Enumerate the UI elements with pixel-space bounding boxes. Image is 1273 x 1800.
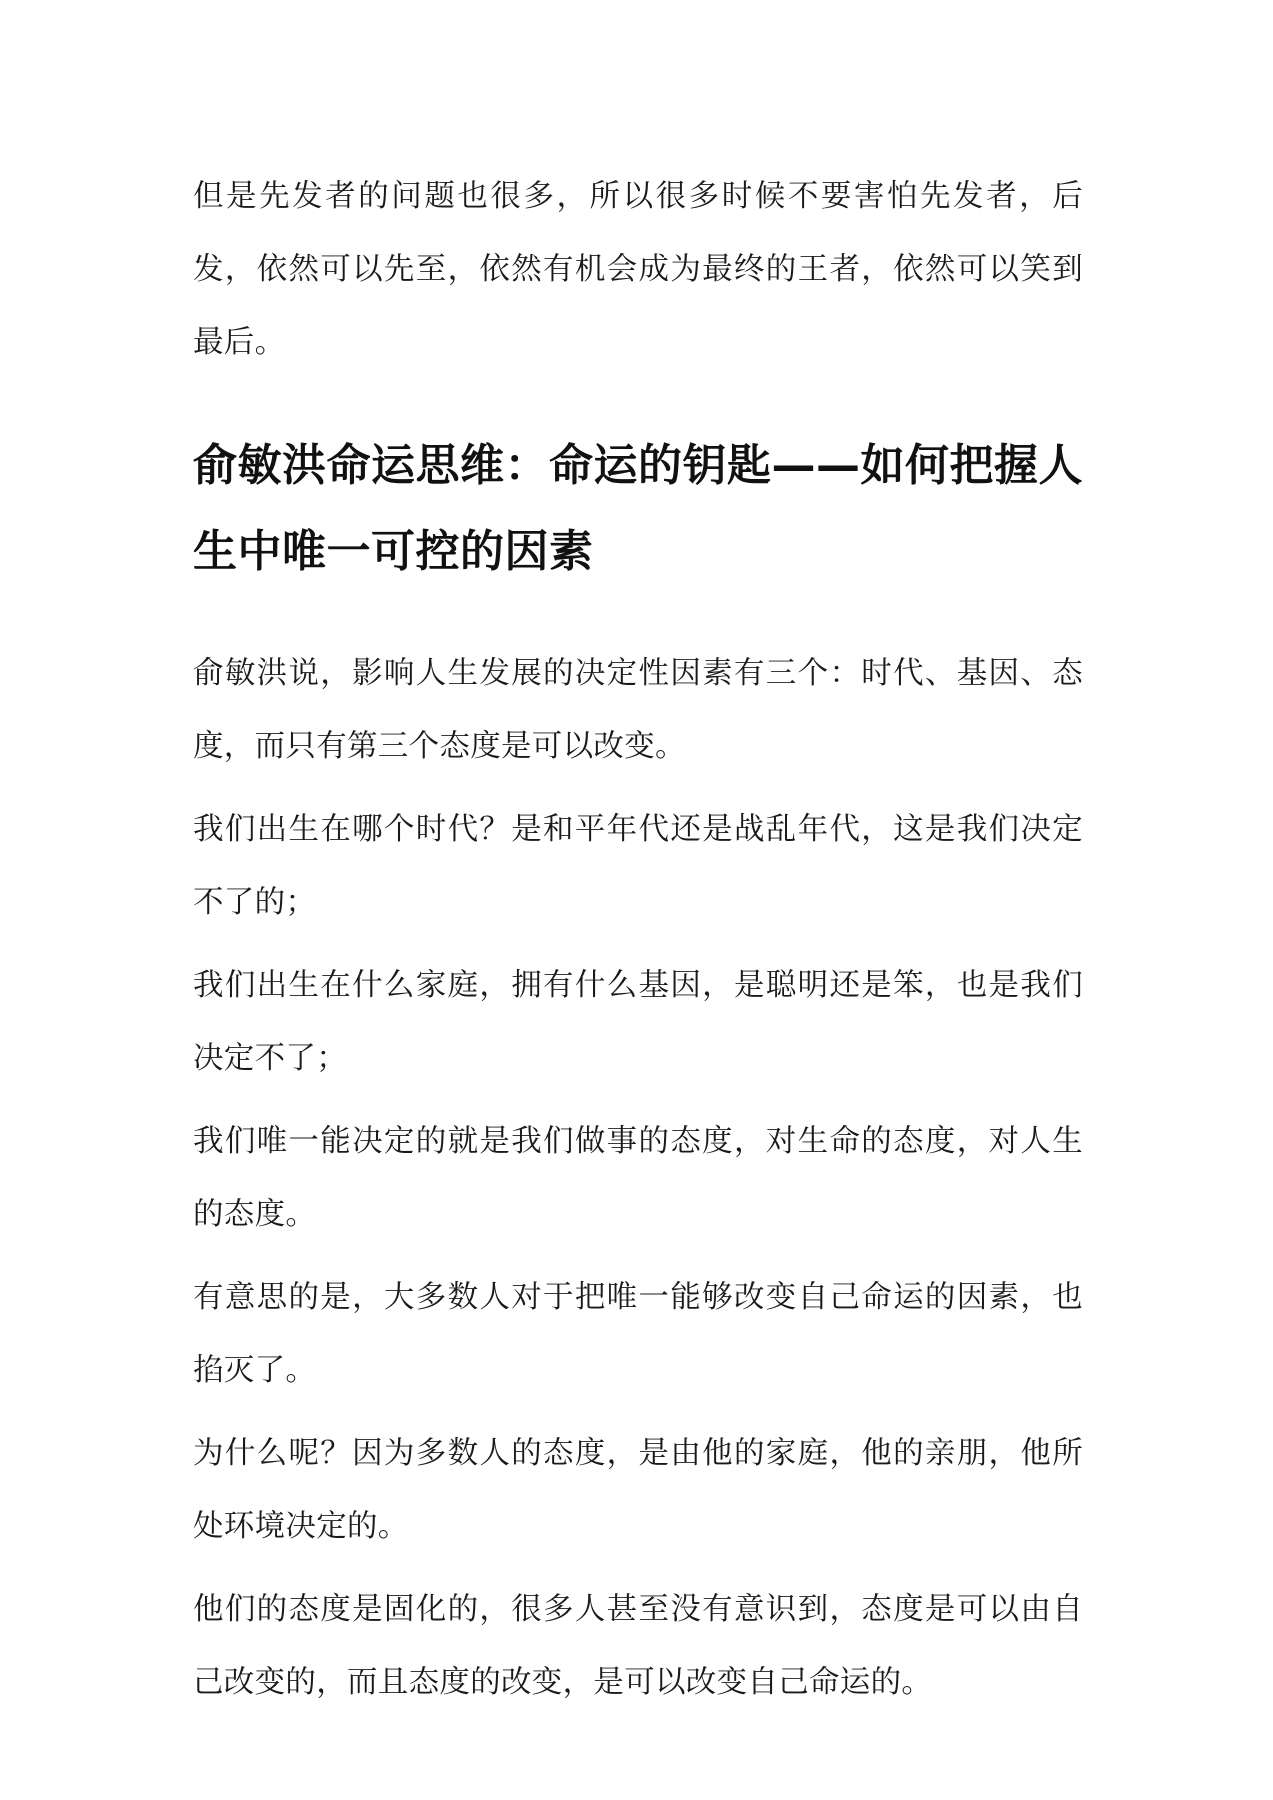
document-page [193, 160, 1083, 1729]
body-paragraph-1: 俞敏洪说，影响人生发展的决定性因素有三个：时代、基因、态度，而只有第三个态度是可以改变。 [193, 656, 1083, 764]
body-paragraph-6: 为什么呢？因为多数人的态度，是由他的家庭，他的亲朋，他所处环境决定的。 [193, 1436, 1083, 1544]
body-paragraph-2: 我们出生在哪个时代？是和平年代还是战乱年代，这是我们决定不了的； [193, 812, 1083, 920]
body-paragraph-4: 我们唯一能决定的就是我们做事的态度，对生命的态度，对人生的态度。 [193, 1124, 1083, 1232]
intro-paragraph: 但是先发者的问题也很多，所以很多时候不要害怕先发者，后发，依然可以先至，依然有机会成为最终的王者，依然可以笑到最后。 [193, 179, 1083, 360]
section-heading: 俞敏洪命运思维：命运的钥匙——如何把握人生中唯一可控的因素 [193, 440, 1083, 577]
body-paragraph-3: 我们出生在什么家庭，拥有什么基因，是聪明还是笨，也是我们决定不了； [193, 968, 1083, 1076]
body-paragraph-7: 他们的态度是固化的，很多人甚至没有意识到，态度是可以由自己改变的，而且态度的改变，是可以改变自己命运的。 [193, 1592, 1083, 1700]
body-paragraph-5: 有意思的是，大多数人对于把唯一能够改变自己命运的因素，也掐灭了。 [193, 1280, 1083, 1388]
